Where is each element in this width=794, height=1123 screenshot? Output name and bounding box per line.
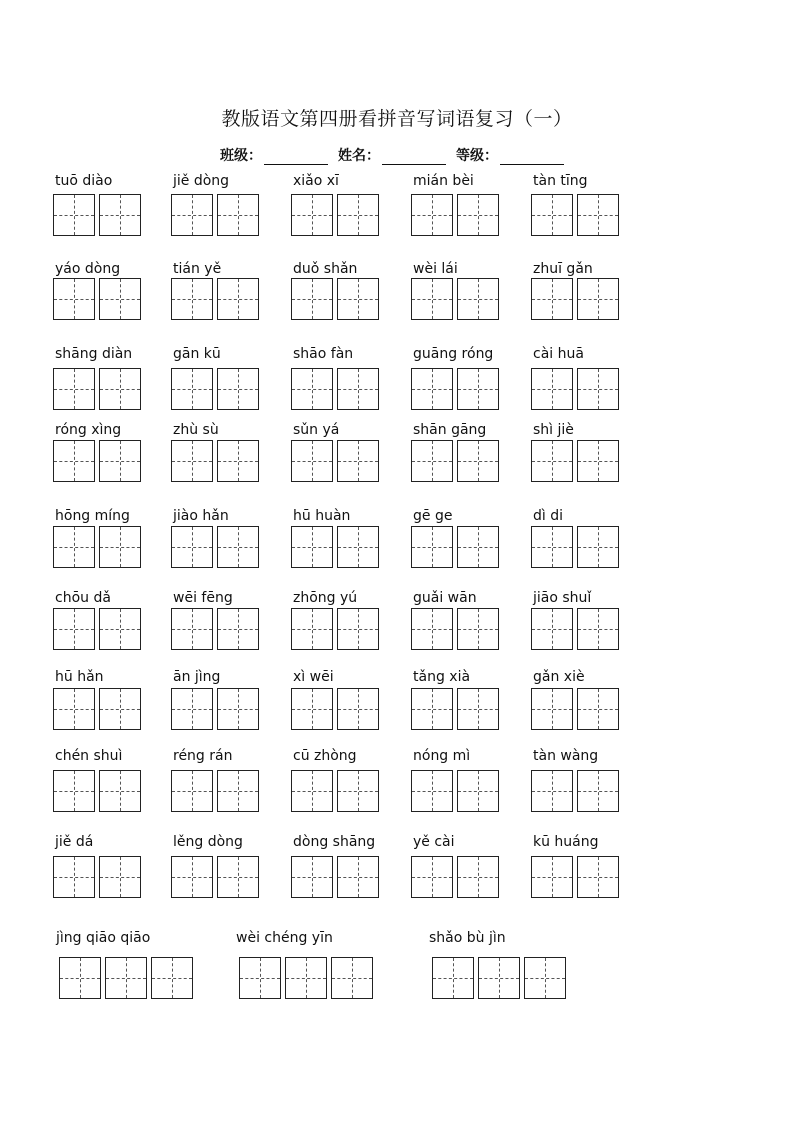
pinyin-label: róng xìng [55,422,122,438]
writing-cell[interactable] [531,440,573,482]
pinyin-label: hōng míng [55,508,130,524]
pinyin-label: chén shuì [55,748,123,764]
writing-cell[interactable] [99,608,141,650]
writing-cell[interactable] [105,957,147,999]
writing-cell[interactable] [99,194,141,236]
writing-cell[interactable] [531,770,573,812]
writing-cell[interactable] [577,688,619,730]
writing-cell[interactable] [171,770,213,812]
pinyin-label: gǎn xiè [533,669,585,685]
pinyin-label: chōu dǎ [55,590,111,606]
writing-cell[interactable] [531,856,573,898]
writing-cell[interactable] [411,688,453,730]
writing-cell[interactable] [457,194,499,236]
writing-cell[interactable] [291,278,333,320]
writing-cell[interactable] [171,368,213,410]
writing-cell[interactable] [53,368,95,410]
pinyin-label: shì jiè [533,422,574,438]
writing-cell[interactable] [411,770,453,812]
writing-cell[interactable] [53,856,95,898]
pinyin-label: jiāo shuǐ [533,590,592,606]
pinyin-label: lěng dòng [173,834,243,850]
writing-cell[interactable] [217,278,259,320]
writing-cell[interactable] [53,440,95,482]
pinyin-label: tàn wàng [533,748,599,764]
writing-cell[interactable] [478,957,520,999]
pinyin-label: jiào hǎn [173,508,229,524]
writing-cell[interactable] [171,608,213,650]
writing-cell[interactable] [457,856,499,898]
writing-cell[interactable] [291,526,333,568]
writing-cell[interactable] [171,278,213,320]
pinyin-label: jìng qiāo qiāo [56,930,151,946]
writing-cell[interactable] [457,608,499,650]
writing-cell[interactable] [291,368,333,410]
writing-cell[interactable] [411,194,453,236]
writing-cell[interactable] [337,440,379,482]
writing-cell[interactable] [217,770,259,812]
pinyin-label: réng rán [173,748,233,764]
writing-cell[interactable] [577,194,619,236]
writing-cell[interactable] [99,526,141,568]
writing-cell[interactable] [171,440,213,482]
writing-cell[interactable] [577,608,619,650]
writing-cell[interactable] [291,770,333,812]
writing-cell[interactable] [291,608,333,650]
writing-cell[interactable] [217,688,259,730]
writing-cell[interactable] [171,526,213,568]
pinyin-label: wēi fēng [173,590,233,606]
pinyin-label: tuō diào [55,173,113,189]
writing-cell[interactable] [217,368,259,410]
pinyin-label: cài huā [533,346,584,362]
writing-cell[interactable] [531,526,573,568]
writing-cell[interactable] [577,278,619,320]
writing-cell[interactable] [171,856,213,898]
writing-cell[interactable] [577,856,619,898]
pinyin-label: tǎng xià [413,669,471,685]
writing-cell[interactable] [337,856,379,898]
pinyin-label: guǎi wān [413,590,477,606]
writing-cell[interactable] [53,608,95,650]
pinyin-label: duǒ shǎn [293,261,358,277]
writing-cell[interactable] [53,770,95,812]
pinyin-label: zhōng yú [293,590,358,606]
writing-cell[interactable] [577,770,619,812]
grade-field[interactable]: 等级： [456,145,564,165]
writing-cell[interactable] [291,440,333,482]
writing-cell[interactable] [217,608,259,650]
writing-cell[interactable] [291,856,333,898]
name-field[interactable]: 姓名： [338,145,446,165]
writing-cell[interactable] [285,957,327,999]
pinyin-label: shāo fàn [293,346,354,362]
writing-cell[interactable] [217,856,259,898]
writing-cell[interactable] [531,608,573,650]
pinyin-label: mián bèi [413,173,474,189]
pinyin-label: hū hǎn [55,669,104,685]
pinyin-label: ān jìng [173,669,221,685]
pinyin-label: shān gāng [413,422,487,438]
pinyin-label: gē ge [413,508,453,524]
writing-cell[interactable] [524,957,566,999]
writing-cell[interactable] [53,526,95,568]
writing-cell[interactable] [457,688,499,730]
writing-cell[interactable] [53,194,95,236]
writing-cell[interactable] [411,278,453,320]
writing-cell[interactable] [171,194,213,236]
writing-cell[interactable] [331,957,373,999]
writing-cell[interactable] [531,688,573,730]
writing-cell[interactable] [59,957,101,999]
pinyin-label: yáo dòng [55,261,121,277]
writing-cell[interactable] [337,688,379,730]
writing-cell[interactable] [171,688,213,730]
writing-cell[interactable] [151,957,193,999]
pinyin-label: xì wēi [293,669,334,685]
writing-cell[interactable] [53,278,95,320]
writing-cell[interactable] [99,440,141,482]
writing-cell[interactable] [411,368,453,410]
class-field[interactable]: 班级： [220,145,328,165]
pinyin-label: kū huáng [533,834,599,850]
page-title: 教版语文第四册看拼音写词语复习（一） [221,108,573,130]
writing-cell[interactable] [577,440,619,482]
pinyin-label: guāng róng [413,346,494,362]
pinyin-label: wèi chéng yīn [236,930,333,946]
writing-cell[interactable] [337,194,379,236]
pinyin-label: shāng diàn [55,346,133,362]
writing-cell[interactable] [577,368,619,410]
writing-cell[interactable] [411,856,453,898]
pinyin-label: zhù sù [173,422,219,438]
pinyin-label: jiě dòng [173,173,230,189]
writing-cell[interactable] [337,608,379,650]
writing-cell[interactable] [432,957,474,999]
pinyin-label: zhuī gǎn [533,261,593,277]
writing-cell[interactable] [239,957,281,999]
pinyin-label: xiǎo xī [293,173,339,189]
writing-cell[interactable] [411,608,453,650]
writing-cell[interactable] [53,688,95,730]
writing-cell[interactable] [457,368,499,410]
pinyin-label: shǎo bù jìn [429,930,506,946]
pinyin-label: nóng mì [413,748,471,764]
pinyin-label: gān kū [173,346,221,362]
pinyin-label: jiě dá [55,834,94,850]
writing-cell[interactable] [457,526,499,568]
pinyin-label: yě cài [413,834,455,850]
writing-cell[interactable] [337,770,379,812]
writing-cell[interactable] [337,278,379,320]
writing-cell[interactable] [457,770,499,812]
writing-cell[interactable] [531,368,573,410]
writing-cell[interactable] [99,368,141,410]
writing-cell[interactable] [577,526,619,568]
writing-cell[interactable] [99,688,141,730]
writing-cell[interactable] [99,278,141,320]
writing-cell[interactable] [457,440,499,482]
pinyin-label: tián yě [173,261,222,277]
writing-cell[interactable] [217,440,259,482]
pinyin-label: dì di [533,508,564,524]
writing-cell[interactable] [411,440,453,482]
pinyin-label: dòng shāng [293,834,376,850]
writing-cell[interactable] [99,770,141,812]
pinyin-label: hū huàn [293,508,351,524]
writing-cell[interactable] [291,194,333,236]
pinyin-label: tàn tīng [533,173,588,189]
writing-cell[interactable] [457,278,499,320]
pinyin-label: cū zhòng [293,748,357,764]
writing-cell[interactable] [337,526,379,568]
pinyin-label: sǔn yá [293,422,340,438]
writing-cell[interactable] [217,526,259,568]
writing-cell[interactable] [337,368,379,410]
writing-cell[interactable] [99,856,141,898]
writing-cell[interactable] [411,526,453,568]
writing-cell[interactable] [217,194,259,236]
writing-cell[interactable] [291,688,333,730]
writing-cell[interactable] [531,194,573,236]
pinyin-label: wèi lái [413,261,458,277]
writing-cell[interactable] [531,278,573,320]
